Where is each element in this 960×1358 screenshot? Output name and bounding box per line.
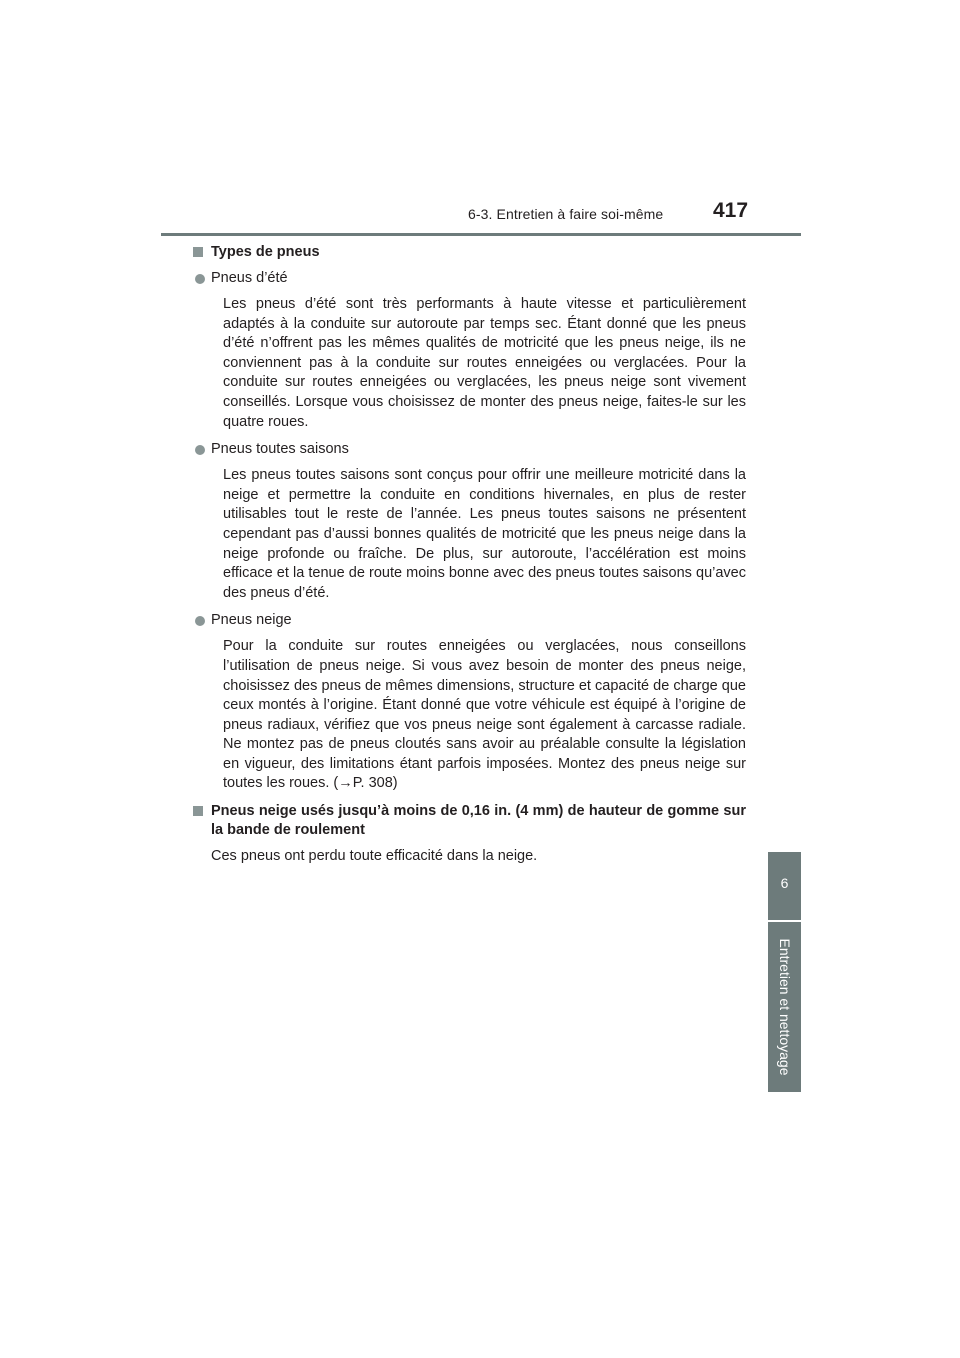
page-content <box>211 243 746 867</box>
bullet-snow-tires <box>211 611 746 630</box>
chapter-title: Entretien et nettoyage <box>776 938 793 1076</box>
bullet-summer-tires <box>211 269 746 288</box>
page-header <box>0 0 960 240</box>
header-divider <box>161 233 801 236</box>
bullet-text: Pour la conduite sur routes enneigées ou verglacées, nous conseillons l’utilisation de pneus neige. Si vous avez besoin de monter des pneus neige, choisissez des pneus de mêmes dimensions, structure et capacité de charge que ceux montés à l’origine. Étant donné que votre véhicule est équipé à l’origine de pneus radiaux, vérifiez que vos pneus neige sont également à carcasse radiale. Ne montez pas de pneus cloutés sans avoir au préalable consulte la législation en vigueur, des limitations étant parfois imposées. Montez des pneus neige sur toutes les roues. (→P. 308) <box>223 638 746 792</box>
section-heading-tire-types <box>193 243 746 262</box>
circle-bullet-icon <box>195 445 205 455</box>
section-heading-worn-snow-tires <box>193 802 746 840</box>
section-text: Ces pneus ont perdu toute efficacité dans la neige. <box>211 848 538 865</box>
bullet-text: Les pneus d’été sont très performants à haute vitesse et particulièrement adaptés à la conduite sur autoroute par temps sec. Étant donné que les pneus d’été n’offrent pas les mêmes qualités de motricité que les pneus neige, ils ne conviennent pas à la conduite sur routes enneigées ou verglacées. Pour la conduite sur routes enneigées ou verglacées, les pneus neige sont vivement conseillés. Lorsque vous choisissez de monter des pneus neige, faites-le sur les quatre roues. <box>223 296 746 430</box>
circle-bullet-icon <box>195 274 205 284</box>
chapter-title-tab <box>768 922 801 1092</box>
square-bullet-icon <box>193 806 203 816</box>
circle-bullet-icon <box>195 616 205 626</box>
heading-text: Types de pneus <box>211 244 320 260</box>
section-title: 6-3. Entretien à faire soi-même <box>468 206 664 222</box>
bullet-title: Pneus toutes saisons <box>211 441 349 458</box>
square-bullet-icon <box>193 247 203 257</box>
page-number: 417 <box>713 199 749 222</box>
bullet-title: Pneus neige <box>211 612 292 629</box>
bullet-all-season-tires <box>211 440 746 459</box>
chapter-side-tab <box>768 852 801 1092</box>
bullet-text: Les pneus toutes saisons sont conçus pour offrir une meilleure motricité dans la neige et permettre la conduite en conditions hivernales, en plus de rester utilisables tout le reste de l’année. Les pneus toutes saisons ne présentent cependant pas d’aussi bonnes qualités de motricité que les pneus neige dans la neige profonde ou fraîche. De plus, sur autoroute, l’accélération est moins efficace et la tenue de route moins bonne avec des pneus toutes saisons qu’avec des pneus d’été. <box>223 467 746 601</box>
chapter-number: 6 <box>768 852 801 920</box>
bullet-title: Pneus d’été <box>211 270 288 286</box>
heading-text: Pneus neige usés jusqu’à moins de 0,16 in. (4 mm) de hauteur de gomme sur la bande de roulement <box>211 803 746 839</box>
